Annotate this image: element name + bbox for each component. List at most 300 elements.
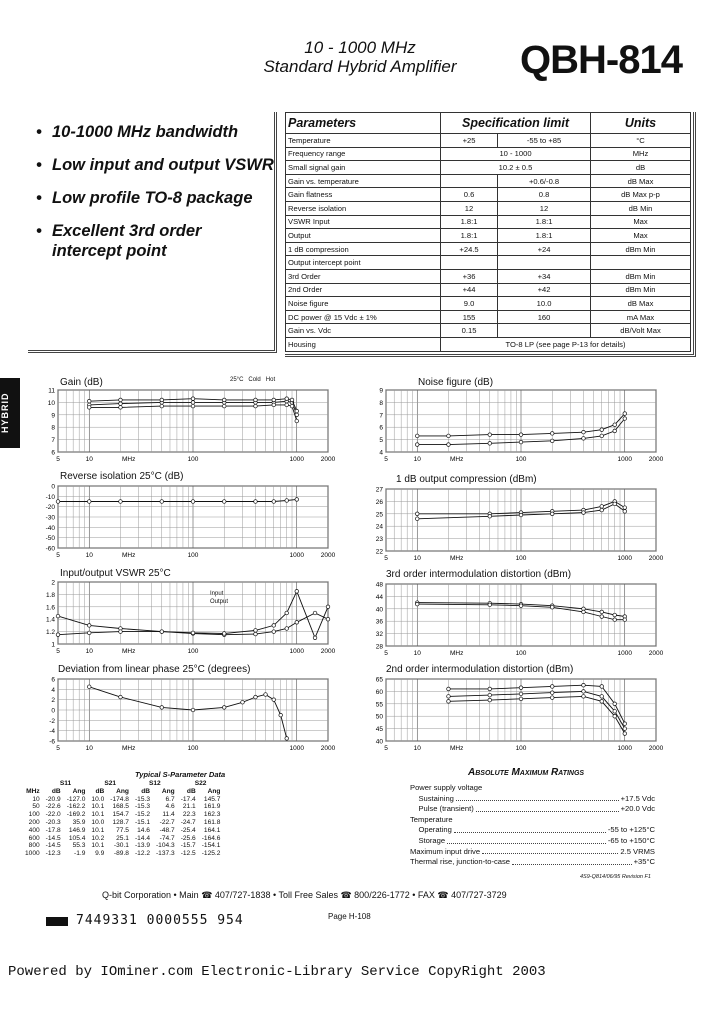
data-point [600,695,604,699]
sparam-col: Ang [161,787,175,795]
sparam-cell: -22.0 [45,811,61,819]
spec-cell: 1.8:1 [441,229,498,243]
sparam-cell: -17.4 [180,795,196,803]
x-tick-label: 100 [515,555,527,562]
data-point [488,687,492,691]
rating-leader [454,825,606,833]
data-point [191,708,195,712]
data-point [415,443,419,447]
header-description: Standard Hybrid Amplifier [263,57,457,76]
spec-row [286,161,691,175]
spec-cell: 1.8:1 [498,215,591,229]
x-tick-label: 2000 [648,745,664,752]
sparam-cell: -24.7 [180,818,196,826]
data-point [285,499,289,503]
spec-cell: dB [591,161,691,175]
spec-cell: +42 [498,283,591,297]
sparam-cell: -164.6 [201,834,221,842]
x-tick-label: MHz [122,552,136,559]
data-point [488,698,492,702]
data-point [56,614,60,618]
sparam-col: Ang [116,787,129,795]
x-tick-label: 1000 [617,650,632,657]
data-point [87,399,91,403]
sparam-cell: 50 [32,803,40,811]
sparam-cell: -89.8 [113,850,129,858]
ip3-chart [358,580,668,660]
data-point [272,630,276,634]
data-point [488,693,492,697]
spec-cell: 1 dB compression [286,242,441,256]
spec-header-parameters: Parameters [286,113,441,134]
features-box [28,112,277,353]
sparam-col: MHz [26,787,40,795]
data-point [488,442,492,446]
data-point [160,398,164,402]
spec-row [286,134,691,148]
sparam-table [22,780,223,858]
data-point [191,500,195,504]
data-point [295,419,299,423]
y-tick-label: 8 [379,399,383,407]
rating-value: +17.5 Vdc [620,793,655,803]
y-tick-label: 10 [47,399,55,407]
sparam-cell: -25.4 [180,826,196,834]
spec-cell: +24.5 [441,242,498,256]
sparam-col: dB [51,787,61,795]
sparam-cell: -14.5 [45,834,61,842]
sparam-cell: 10.2 [91,834,105,842]
y-tick-label: 55 [375,701,383,709]
x-tick-label: 10 [85,745,93,752]
data-point [160,706,164,710]
data-point [582,430,586,434]
feature-item: • Low profile TO-8 package [34,188,274,208]
x-tick-label: 100 [515,456,527,463]
data-point [191,404,195,408]
data-point [191,397,195,401]
sparam-cell: -169.2 [66,811,86,819]
spec-cell: dB Min [591,201,691,215]
y-tick-label: 1.2 [45,629,55,637]
spec-cell: 160 [498,310,591,324]
spec-row [286,297,691,311]
data-point [447,443,451,447]
chart-title-p1db: 1 dB output compression (dBm) [396,474,537,485]
chart-title-ip2: 2nd order intermodulation distortion (dBm) [386,664,574,675]
spec-cell: VSWR Input [286,215,441,229]
rating-row [410,815,655,826]
data-point [56,633,60,637]
data-point [613,702,617,706]
x-tick-label: 5 [384,456,388,463]
data-point [488,603,492,607]
y-tick-label: 7 [379,412,383,420]
data-point [582,695,586,699]
x-tick-label: 10 [85,648,93,655]
y-tick-label: -50 [45,535,55,543]
y-tick-label: 48 [375,581,383,589]
sparam-cell: -154.1 [201,842,221,850]
sparam-cell: 10.1 [91,811,105,819]
spec-cell: Temperature [286,134,441,148]
y-tick-label: -20 [45,504,55,512]
sparam-cell: -137.3 [155,850,175,858]
data-point [87,500,91,504]
chart-title-gain: Gain (dB) [60,377,103,388]
sparam-cell: 22.3 [182,811,196,819]
data-point [623,506,627,510]
data-point [613,714,617,718]
data-point [254,500,258,504]
sparam-cell: 21.1 [182,803,196,811]
sparam-col: dB [186,787,196,795]
sparam-col: Ang [207,787,221,795]
data-point [222,632,226,636]
y-tick-label: 28 [375,643,383,651]
rating-label: Storage [410,835,446,845]
rating-value: +35°C [633,857,655,867]
spec-table [285,112,691,352]
y-tick-label: 0 [51,707,55,715]
sparam-group: S11 [59,780,72,787]
data-point [119,500,123,504]
y-tick-label: 1.4 [45,616,55,624]
spec-cell: 0.6 [441,188,498,202]
y-tick-label: 26 [375,498,383,506]
x-tick-label: MHz [122,456,136,463]
x-tick-label: 5 [384,745,388,752]
series-line [449,685,625,723]
x-tick-label: 1000 [617,555,632,562]
data-point [550,696,554,700]
data-point [447,695,451,699]
spec-cell: 12 [441,201,498,215]
data-point [295,590,299,594]
spec-row [286,201,691,215]
rating-leader [456,794,619,802]
sparam-cell: -25.6 [180,834,196,842]
sparam-cell: 162.3 [203,811,221,819]
ratings-title: Absolute Maximum Ratings [468,767,585,778]
data-point [119,406,123,410]
data-point [326,617,330,621]
data-point [326,605,330,609]
spec-cell: dBm Min [591,283,691,297]
y-tick-label: 1.8 [45,591,55,599]
sparam-col: Ang [72,787,86,795]
x-tick-label: 2000 [648,456,664,463]
sparam-cell: 400 [28,826,40,834]
spec-cell [498,256,591,270]
data-point [415,602,419,606]
sparam-group: S12 [148,780,161,787]
sparam-group: S21 [104,780,117,787]
spec-row [286,147,691,161]
x-tick-label: 10 [413,650,421,657]
spec-cell [441,174,498,188]
data-point [222,404,226,408]
data-point [272,500,276,504]
sparam-row [22,835,223,843]
series-line [58,499,297,501]
sparam-row [22,850,223,858]
y-tick-label: 44 [375,593,383,601]
sparam-cell: -20.3 [45,818,61,826]
spec-cell: 2nd Order [286,283,441,297]
ip2-chart [358,675,668,755]
x-tick-label: 5 [384,555,388,562]
sparam-cell: -15.2 [134,811,150,819]
company-line: Q-bit Corporation • Main ☎ 407/727-1838 • Toll Free Sales ☎ 800/226-1772 • FAX ☎ 407/727-3729 [102,890,507,900]
rating-leader [476,804,619,812]
data-point [254,404,258,408]
spec-cell: Reverse isolation [286,201,441,215]
sparam-cell: 145.7 [203,795,221,803]
rating-label: Operating [410,825,452,835]
spec-row [286,283,691,297]
data-point [613,429,617,433]
spec-cell: +24 [498,242,591,256]
data-point [623,510,627,514]
sparam-cell: 1000 [25,850,40,858]
data-point [613,618,617,622]
p1db-chart [358,485,668,565]
rating-value: +20.0 Vdc [620,804,655,814]
sparam-cell: -22.6 [45,803,61,811]
data-point [264,693,268,697]
spec-cell: 10 - 1000 [441,147,591,161]
sparam-cell: 105.4 [68,834,86,842]
x-tick-label: 100 [515,745,527,752]
spec-cell: TO-8 LP (see page P-13 for details) [441,337,691,351]
spec-cell: +25 [441,134,498,148]
data-point [623,722,627,726]
x-tick-label: 100 [187,456,199,463]
sparam-cell: -174.8 [110,795,129,803]
data-point [191,631,195,635]
sparam-cell: -15.3 [134,795,150,803]
data-point [613,502,617,506]
spec-cell: dBm Min [591,269,691,283]
data-point [582,437,586,441]
spec-cell: 1.8:1 [441,215,498,229]
data-point [600,505,604,509]
data-point [285,611,289,615]
y-tick-label: 36 [375,618,383,626]
y-tick-label: 45 [375,726,383,734]
sparam-cell: -125.2 [201,850,221,858]
data-point [623,417,627,421]
sparam-cell: 168.5 [112,803,129,811]
sparam-cell: 4.6 [165,803,175,811]
data-point [254,629,258,633]
data-point [623,412,627,416]
y-tick-label: 2 [51,579,55,587]
data-point [160,630,164,634]
sparam-cell: 10 [32,795,40,803]
spec-table-frame [285,112,696,357]
y-tick-label: 50 [375,713,383,721]
x-tick-label: 1000 [289,745,304,752]
y-tick-label: 9 [379,387,383,395]
data-point [279,713,283,717]
sparam-cell: 9.9 [95,850,105,858]
sparam-cell: 128.7 [112,818,129,826]
sparam-row [22,796,223,804]
x-tick-label: 10 [413,745,421,752]
data-point [415,517,419,521]
rating-row [410,836,655,847]
rating-leader [482,847,618,855]
x-tick-label: 10 [413,456,421,463]
spec-cell: +34 [498,269,591,283]
spec-cell: Noise figure [286,297,441,311]
legend-output: Output [210,599,229,605]
sparam-col: dB [95,787,105,795]
spec-cell: 12 [498,201,591,215]
y-tick-label: 7 [51,437,55,445]
data-point [623,727,627,731]
data-point [313,636,317,640]
phase-chart [30,675,340,755]
sparam-cell: -22.7 [159,818,175,826]
x-tick-label: MHz [450,745,464,752]
sparam-row [22,803,223,811]
x-tick-label: 2000 [320,552,336,559]
data-point [285,403,289,407]
y-tick-label: 22 [375,548,383,556]
y-tick-label: 40 [375,606,383,614]
x-tick-label: 10 [413,555,421,562]
data-point [600,434,604,438]
sparam-cell: 200 [28,818,40,826]
data-point [254,398,258,402]
data-point [119,398,123,402]
data-point [582,610,586,614]
data-point [87,624,91,628]
sparam-col: dB [141,787,150,795]
data-point [119,630,123,634]
spec-header-units: Units [591,113,691,134]
series-line [449,691,625,728]
noise-chart [358,386,668,466]
rating-value: 2.5 VRMS [620,846,655,856]
data-point [56,500,60,504]
chart-title-phase: Deviation from linear phase 25°C (degrees) [58,664,251,675]
x-tick-label: 2000 [320,648,336,655]
x-tick-label: 5 [56,552,60,559]
x-tick-label: 1000 [617,745,632,752]
sparam-cell: 10.1 [91,803,105,811]
spec-cell: mA Max [591,310,691,324]
x-tick-label: 2000 [320,456,336,463]
gain-chart [30,386,340,466]
y-tick-label: 40 [375,738,383,746]
barcode-text: 7449331 0000555 954 [76,913,244,928]
rating-row [410,783,655,794]
spec-cell: 1.8:1 [498,229,591,243]
y-tick-label: 32 [375,631,383,639]
data-point [600,685,604,689]
data-point [623,732,627,736]
sparam-cell: 55.3 [72,842,86,850]
spec-cell: +36 [441,269,498,283]
data-point [272,698,276,702]
x-tick-label: 1000 [289,552,304,559]
data-point [160,404,164,408]
data-point [241,700,245,704]
y-tick-label: -4 [49,728,55,736]
spec-cell: Output [286,229,441,243]
chart-title-rev: Reverse isolation 25°C (dB) [60,471,184,482]
rating-label: Pulse (transient) [410,804,474,814]
data-point [87,685,91,689]
feature-item: • 10-1000 MHz bandwidth [34,122,274,142]
data-point [295,409,299,413]
x-tick-label: 2000 [648,555,664,562]
data-point [119,402,123,406]
spec-row [286,324,691,338]
side-tab: HYBRID [0,378,20,448]
spec-cell: MHz [591,147,691,161]
data-point [290,398,294,402]
y-tick-label: 27 [375,486,383,494]
reverse-isolation-chart [30,482,340,562]
legend-input: Input [210,591,224,597]
y-tick-label: 8 [51,424,55,432]
spec-cell: Small signal gain [286,161,441,175]
y-tick-label: -6 [49,738,55,746]
rating-row [410,794,655,805]
x-tick-label: MHz [122,745,136,752]
data-point [160,500,164,504]
sparam-cell: 14.6 [137,826,150,834]
data-point [519,440,523,444]
y-tick-label: 4 [51,686,55,694]
data-point [285,397,289,401]
x-tick-label: 100 [187,648,199,655]
data-point [519,604,523,608]
sparam-cell: 11.4 [162,811,175,819]
sparam-cell: -162.2 [66,803,86,811]
series-line [449,696,625,733]
sparam-cell: -104.3 [155,842,175,850]
data-point [272,403,276,407]
data-point [600,508,604,512]
spec-cell: 0.8 [498,188,591,202]
y-tick-label: 6 [51,676,55,684]
spec-row [286,256,691,270]
spec-row [286,188,691,202]
data-point [600,615,604,619]
y-tick-label: 6 [51,449,55,457]
y-tick-label: 9 [51,412,55,420]
x-tick-label: 1000 [289,648,304,655]
sparam-row [22,819,223,827]
sparam-cell: -14.4 [134,834,150,842]
spec-cell: dB Max [591,297,691,311]
data-point [254,695,258,699]
spec-cell: °C [591,134,691,148]
x-tick-label: 5 [384,650,388,657]
x-tick-label: MHz [450,650,464,657]
data-point [295,498,299,502]
spec-cell: dBm Min [591,242,691,256]
x-tick-label: 2000 [320,745,336,752]
spec-cell: +44 [441,283,498,297]
data-point [519,686,523,690]
